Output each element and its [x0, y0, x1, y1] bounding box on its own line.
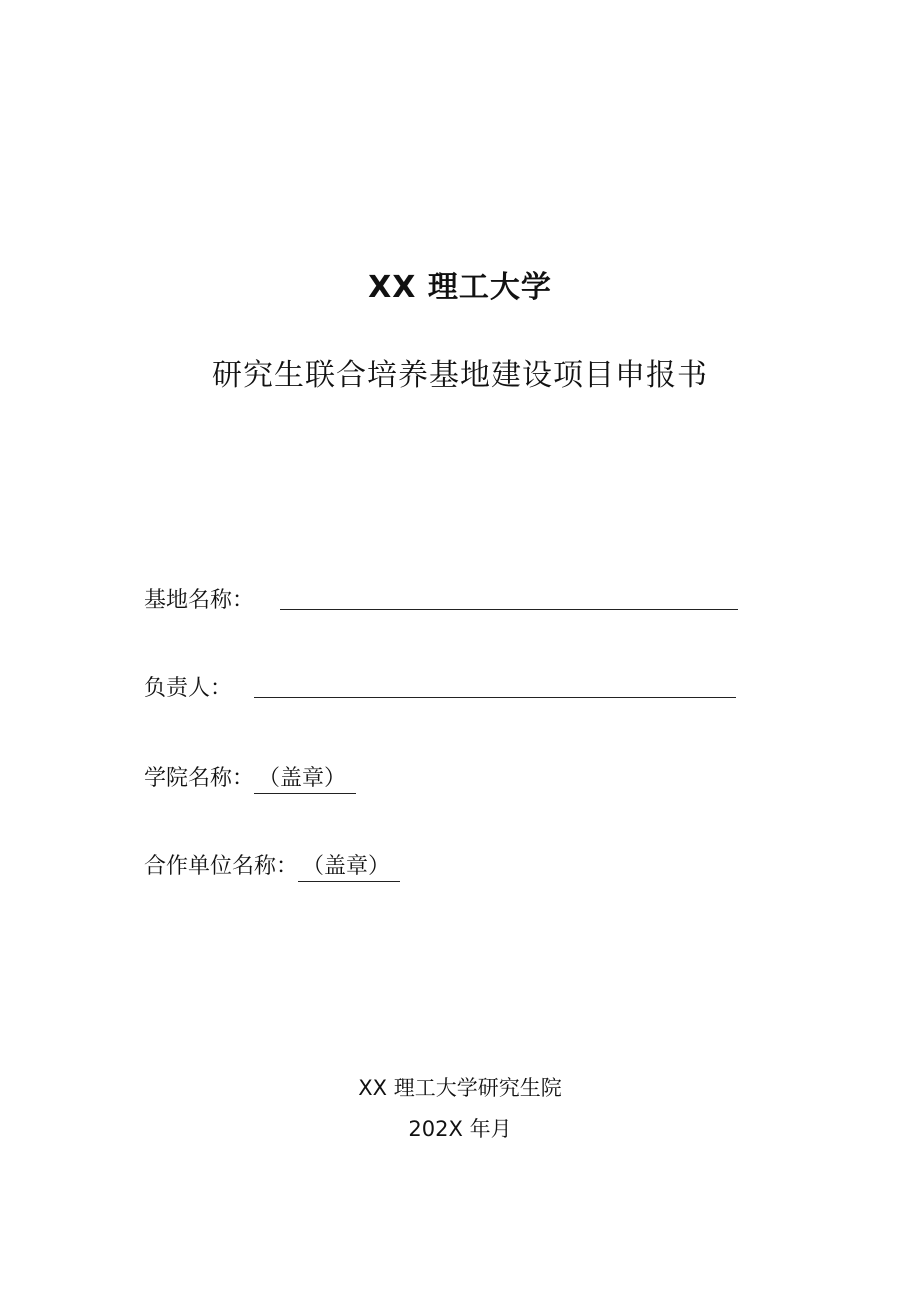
college-stamp: （盖章） — [254, 765, 356, 794]
leader-label: 负责人： — [144, 676, 233, 701]
document-title: 研究生联合培养基地建设项目申报书 — [212, 358, 708, 393]
partner-stamp: （盖章） — [298, 853, 400, 882]
university-title: XX 理工大学 — [368, 270, 552, 305]
issuer: XX 理工大学研究生院 — [358, 1076, 562, 1100]
issue-date: 202X 年月 — [408, 1117, 512, 1141]
base-name-row — [144, 580, 738, 616]
partner-row — [144, 846, 400, 882]
base-name-blank-line — [280, 609, 738, 610]
college-row — [144, 758, 356, 794]
leader-row — [144, 668, 736, 704]
base-name-label: 基地名称： — [144, 588, 255, 613]
leader-blank-line — [254, 697, 736, 698]
college-label: 学院名称： — [144, 766, 255, 791]
partner-label: 合作单位名称： — [144, 854, 299, 879]
